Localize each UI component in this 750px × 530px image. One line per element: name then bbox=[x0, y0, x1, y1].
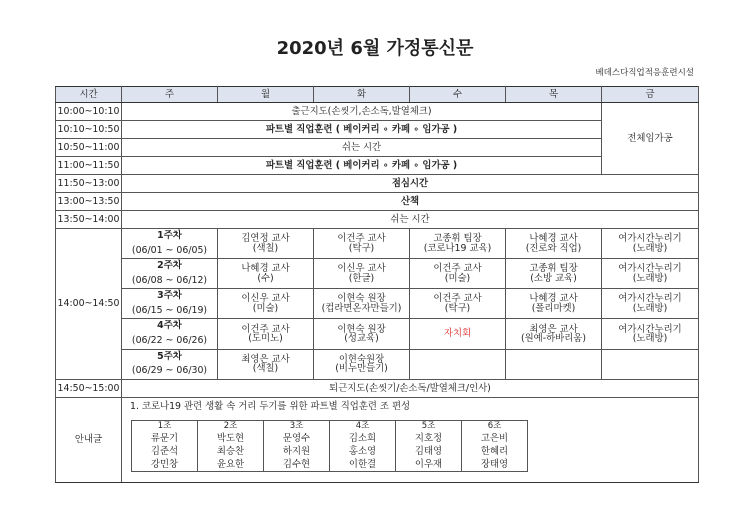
program-topic: (미술) bbox=[252, 302, 279, 314]
week-label-cell bbox=[122, 289, 218, 319]
program-teacher: 이현숙원장 bbox=[338, 353, 385, 365]
program-cell bbox=[314, 349, 410, 379]
team-name: 6조 bbox=[462, 421, 528, 433]
week-number: 3주차 bbox=[157, 290, 182, 302]
activity-cell: 산책 bbox=[122, 193, 699, 211]
program-topic: (소방 교육) bbox=[530, 272, 577, 284]
time-cell: 14:50~15:00 bbox=[56, 379, 122, 397]
program-cell bbox=[506, 229, 602, 259]
program-cell bbox=[218, 349, 314, 379]
program-cell bbox=[314, 259, 410, 289]
program-teacher: 이건주 교사 bbox=[241, 323, 290, 335]
team-member: 한혜리 bbox=[462, 445, 528, 458]
program-cell bbox=[314, 289, 410, 319]
program-cell bbox=[314, 229, 410, 259]
program-topic: (폴리마켓) bbox=[531, 302, 576, 314]
schedule-row bbox=[56, 103, 699, 121]
time-cell: 10:00~10:10 bbox=[56, 103, 122, 121]
team-name: 2조 bbox=[198, 421, 264, 433]
team-name: 1조 bbox=[132, 421, 198, 433]
team-member: 류문기 bbox=[132, 432, 198, 445]
activity-cell: 쉬는 시간 bbox=[122, 211, 699, 229]
program-teacher: 이건주 교사 bbox=[433, 293, 482, 305]
team-member: 윤요한 bbox=[198, 458, 264, 472]
program-topic: (원예-하바리움) bbox=[520, 333, 587, 345]
schedule-row bbox=[56, 379, 699, 397]
program-cell bbox=[506, 349, 602, 379]
week-row bbox=[56, 229, 699, 259]
notice-text: 1. 코로나19 관련 생활 속 거리 두기를 위한 파트별 직업훈련 조 편성 bbox=[130, 400, 411, 412]
week-row bbox=[56, 349, 699, 379]
activity-cell: 파트별 직업훈련 ( 베이커리 ∘ 카페 ∘ 임가공 ) bbox=[122, 121, 602, 139]
activity-cell: 출근지도(손씻기,손소독,발열체크) bbox=[122, 103, 602, 121]
program-cell bbox=[410, 349, 506, 379]
program-teacher: 이현숙 원장 bbox=[337, 323, 386, 335]
program-teacher: 이건주 교사 bbox=[433, 263, 482, 275]
week-row bbox=[56, 319, 699, 349]
program-topic: (진로와 직업) bbox=[525, 242, 582, 254]
week-number: 1주차 bbox=[157, 230, 182, 241]
program-teacher: 이건주 교사 bbox=[337, 233, 386, 245]
team-member: 김소희 bbox=[330, 432, 396, 445]
time-cell: 10:50~11:00 bbox=[56, 139, 122, 157]
team-member: 최승찬 bbox=[198, 445, 264, 458]
activity-cell: 쉬는 시간 bbox=[122, 139, 602, 157]
team-member: 지호정 bbox=[396, 432, 462, 445]
program-teacher: 자치회 bbox=[443, 328, 472, 340]
program-teacher: 여가시간누리기 bbox=[618, 323, 682, 335]
program-cell bbox=[602, 319, 699, 349]
program-teacher: 최영은 교사 bbox=[241, 353, 290, 365]
program-cell bbox=[218, 289, 314, 319]
program-topic: (컵라면온자만들기) bbox=[321, 302, 402, 314]
header-mon: 월 bbox=[218, 87, 314, 103]
team-member: 장태영 bbox=[462, 458, 528, 472]
time-cell: 11:50~13:00 bbox=[56, 175, 122, 193]
team-member: 김준석 bbox=[132, 445, 198, 458]
program-teacher: 이현숙 원장 bbox=[337, 293, 386, 305]
week-label-cell bbox=[122, 259, 218, 289]
program-teacher: 여가시간누리기 bbox=[618, 263, 682, 275]
notice-label: 안내글 bbox=[56, 397, 122, 482]
program-topic: (수) bbox=[257, 272, 274, 284]
week-number: 4주차 bbox=[157, 320, 182, 332]
week-label-cell bbox=[122, 229, 218, 259]
header-tue: 화 bbox=[314, 87, 410, 103]
activity-cell: 파트별 직업훈련 ( 베이커리 ∘ 카페 ∘ 임가공 ) bbox=[122, 157, 602, 175]
schedule-row bbox=[56, 211, 699, 229]
organization-name: 베데스다직업적응훈련시설 bbox=[595, 68, 694, 78]
program-cell bbox=[602, 259, 699, 289]
week-range: (06/15 ~ 06/19) bbox=[131, 304, 208, 316]
week-row bbox=[56, 289, 699, 319]
program-topic: (노래방) bbox=[632, 272, 668, 284]
program-topic: (탁구) bbox=[444, 302, 471, 314]
team-name: 5조 bbox=[396, 421, 462, 433]
program-cell bbox=[410, 289, 506, 319]
team-name: 3조 bbox=[264, 421, 330, 433]
header-time: 시간 bbox=[56, 87, 122, 103]
program-cell bbox=[218, 319, 314, 349]
team-member: 하지원 bbox=[264, 445, 330, 458]
program-topic: (한글) bbox=[348, 272, 375, 284]
time-cell: 10:10~10:50 bbox=[56, 121, 122, 139]
week-number: 5주차 bbox=[157, 350, 182, 362]
schedule-table bbox=[55, 86, 699, 483]
team-member: 이한결 bbox=[330, 458, 396, 472]
time-cell: 13:00~13:50 bbox=[56, 193, 122, 211]
program-cell bbox=[314, 319, 410, 349]
time-cell: 13:50~14:00 bbox=[56, 211, 122, 229]
program-cell bbox=[506, 319, 602, 349]
program-cell bbox=[410, 229, 506, 259]
activity-cell: 점심시간 bbox=[122, 175, 699, 193]
program-teacher: 이신우 교사 bbox=[241, 293, 290, 305]
schedule-row bbox=[56, 193, 699, 211]
program-cell bbox=[218, 229, 314, 259]
program-teacher: 여가시간누리기 bbox=[618, 293, 682, 305]
program-cell bbox=[410, 259, 506, 289]
team-member: 고은비 bbox=[462, 432, 528, 445]
header-week: 주 bbox=[122, 87, 218, 103]
program-topic: (미술) bbox=[444, 272, 471, 284]
week-range: (06/29 ~ 06/30) bbox=[131, 365, 208, 377]
week-row bbox=[56, 259, 699, 289]
header-thu: 목 bbox=[506, 87, 602, 103]
team-member: 김태영 bbox=[396, 445, 462, 458]
program-teacher: 김연정 교사 bbox=[241, 233, 290, 245]
program-teacher: 나혜경 교사 bbox=[529, 293, 578, 305]
program-teacher: 최영은 교사 bbox=[529, 323, 578, 335]
friday-morning-cell: 전체임가공 bbox=[602, 103, 699, 175]
header-fri: 금 bbox=[602, 87, 699, 103]
program-cell bbox=[602, 349, 699, 379]
program-teacher: 고종휘 팀장 bbox=[529, 263, 578, 275]
team-member: 김수현 bbox=[264, 458, 330, 472]
program-cell bbox=[602, 289, 699, 319]
program-cell bbox=[218, 259, 314, 289]
program-teacher: 여가시간누리기 bbox=[618, 233, 682, 245]
program-topic: (색칠) bbox=[252, 363, 279, 375]
program-topic: (성교육) bbox=[344, 333, 379, 345]
time-cell: 14:00~14:50 bbox=[56, 229, 122, 380]
schedule-row bbox=[56, 175, 699, 193]
activity-cell: 퇴근지도(손씻기/손소독/발열체크/인사) bbox=[122, 379, 699, 397]
page-title: 2020년 6월 가정통신문 bbox=[276, 38, 474, 59]
week-label-cell bbox=[122, 319, 218, 349]
notice-cell bbox=[122, 397, 699, 482]
week-range: (06/08 ~ 06/12) bbox=[131, 274, 208, 286]
program-topic: (도미노) bbox=[248, 333, 283, 345]
team-member: 이우재 bbox=[396, 458, 462, 472]
program-topic: (노래방) bbox=[632, 333, 668, 345]
team-member: 홍소영 bbox=[330, 445, 396, 458]
program-topic: (비누만들기) bbox=[335, 363, 388, 375]
program-topic: (코로나19 교육) bbox=[423, 242, 492, 254]
notice-row bbox=[56, 397, 699, 482]
program-teacher: 고종휘 팀장 bbox=[433, 233, 482, 245]
program-topic: (노래방) bbox=[632, 302, 668, 314]
program-cell bbox=[602, 229, 699, 259]
program-topic: (노래방) bbox=[632, 242, 668, 254]
week-number: 2주차 bbox=[157, 260, 182, 272]
time-cell: 11:00~11:50 bbox=[56, 157, 122, 175]
week-range: (06/01 ~ 06/05) bbox=[131, 244, 208, 256]
program-cell bbox=[410, 319, 506, 349]
program-cell bbox=[506, 259, 602, 289]
header-row bbox=[56, 87, 699, 103]
program-topic: (색칠) bbox=[252, 242, 279, 254]
team-name: 4조 bbox=[330, 421, 396, 433]
team-member: 박도현 bbox=[198, 432, 264, 445]
program-teacher: 나혜경 교사 bbox=[529, 233, 578, 245]
team-member: 강민창 bbox=[132, 458, 198, 472]
program-topic: (탁구) bbox=[348, 242, 375, 254]
team-member: 문영수 bbox=[264, 432, 330, 445]
program-cell bbox=[506, 289, 602, 319]
team-table bbox=[131, 420, 528, 472]
program-teacher: 이신우 교사 bbox=[337, 263, 386, 275]
program-teacher: 나혜경 교사 bbox=[241, 263, 290, 275]
header-wed: 수 bbox=[410, 87, 506, 103]
week-label-cell bbox=[122, 349, 218, 379]
week-range: (06/22 ~ 06/26) bbox=[131, 335, 208, 347]
